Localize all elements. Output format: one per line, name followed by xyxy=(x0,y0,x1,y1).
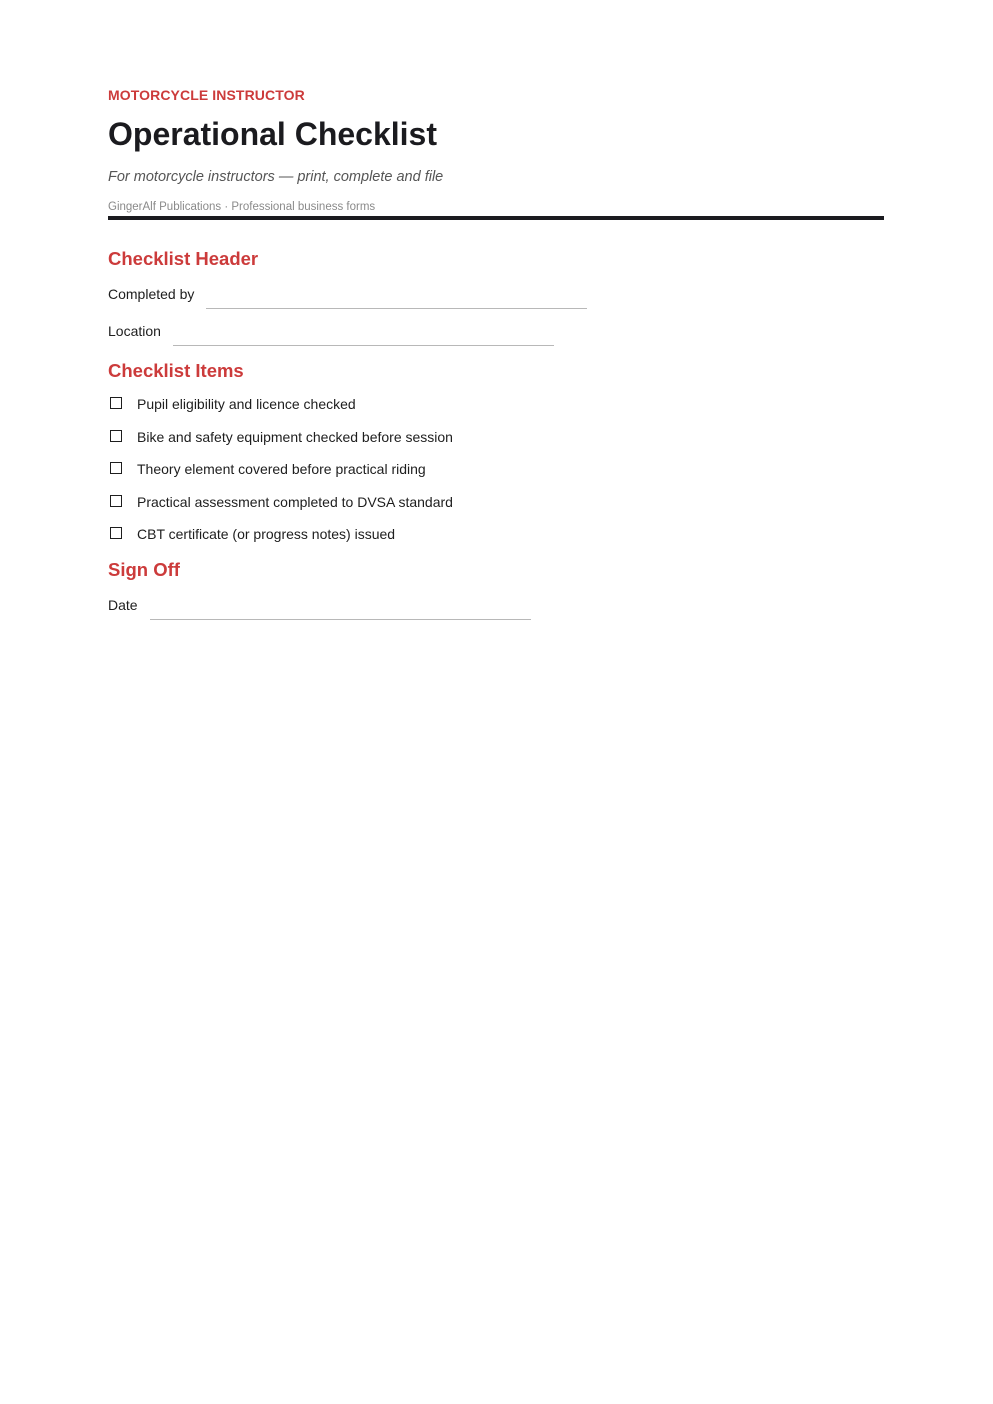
section-heading-sign-off: Sign Off xyxy=(108,558,180,580)
section-heading-checklist-items: Checklist Items xyxy=(108,360,244,381)
checklist-item xyxy=(108,395,884,413)
checkbox-empty-icon[interactable] xyxy=(110,430,122,442)
checklist-item-label: Bike and safety equipment checked before session xyxy=(137,428,453,445)
field-date xyxy=(108,596,884,614)
publisher-line: GingerAlf Publications · Professional business forms xyxy=(108,201,376,213)
section-heading-checklist-header: Checklist Header xyxy=(108,248,259,269)
page-subtitle: For motorcycle instructors — print, complete and file xyxy=(108,169,444,185)
field-completed-by xyxy=(108,285,884,303)
field-location xyxy=(108,322,884,340)
checklist-item xyxy=(108,525,884,543)
checklist-item xyxy=(108,493,884,511)
checkbox-empty-icon[interactable] xyxy=(110,462,122,474)
checklist-item-label: Pupil eligibility and licence checked xyxy=(137,396,356,412)
form-page xyxy=(108,86,884,614)
checklist-item xyxy=(108,428,884,446)
checklist-item-label: Practical assessment completed to DVSA standard xyxy=(137,493,453,510)
date-input-line[interactable] xyxy=(150,619,531,620)
form-category: MOTORCYCLE INSTRUCTOR xyxy=(108,87,305,103)
field-label-location: Location xyxy=(108,323,161,339)
checkbox-empty-icon[interactable] xyxy=(110,397,122,409)
checkbox-empty-icon[interactable] xyxy=(110,495,122,507)
location-input-line[interactable] xyxy=(173,345,554,346)
checklist-item-label: Theory element covered before practical riding xyxy=(137,461,426,477)
field-label-completed-by: Completed by xyxy=(108,286,195,302)
field-label-date: Date xyxy=(108,596,138,613)
header-divider xyxy=(108,216,884,220)
page-title: Operational Checklist xyxy=(108,116,437,152)
checklist-item-label: CBT certificate (or progress notes) issued xyxy=(137,526,396,542)
checklist-item xyxy=(108,460,884,478)
checkbox-empty-icon[interactable] xyxy=(110,527,122,539)
completed-by-input-line[interactable] xyxy=(206,308,587,309)
checklist-items xyxy=(108,395,884,543)
